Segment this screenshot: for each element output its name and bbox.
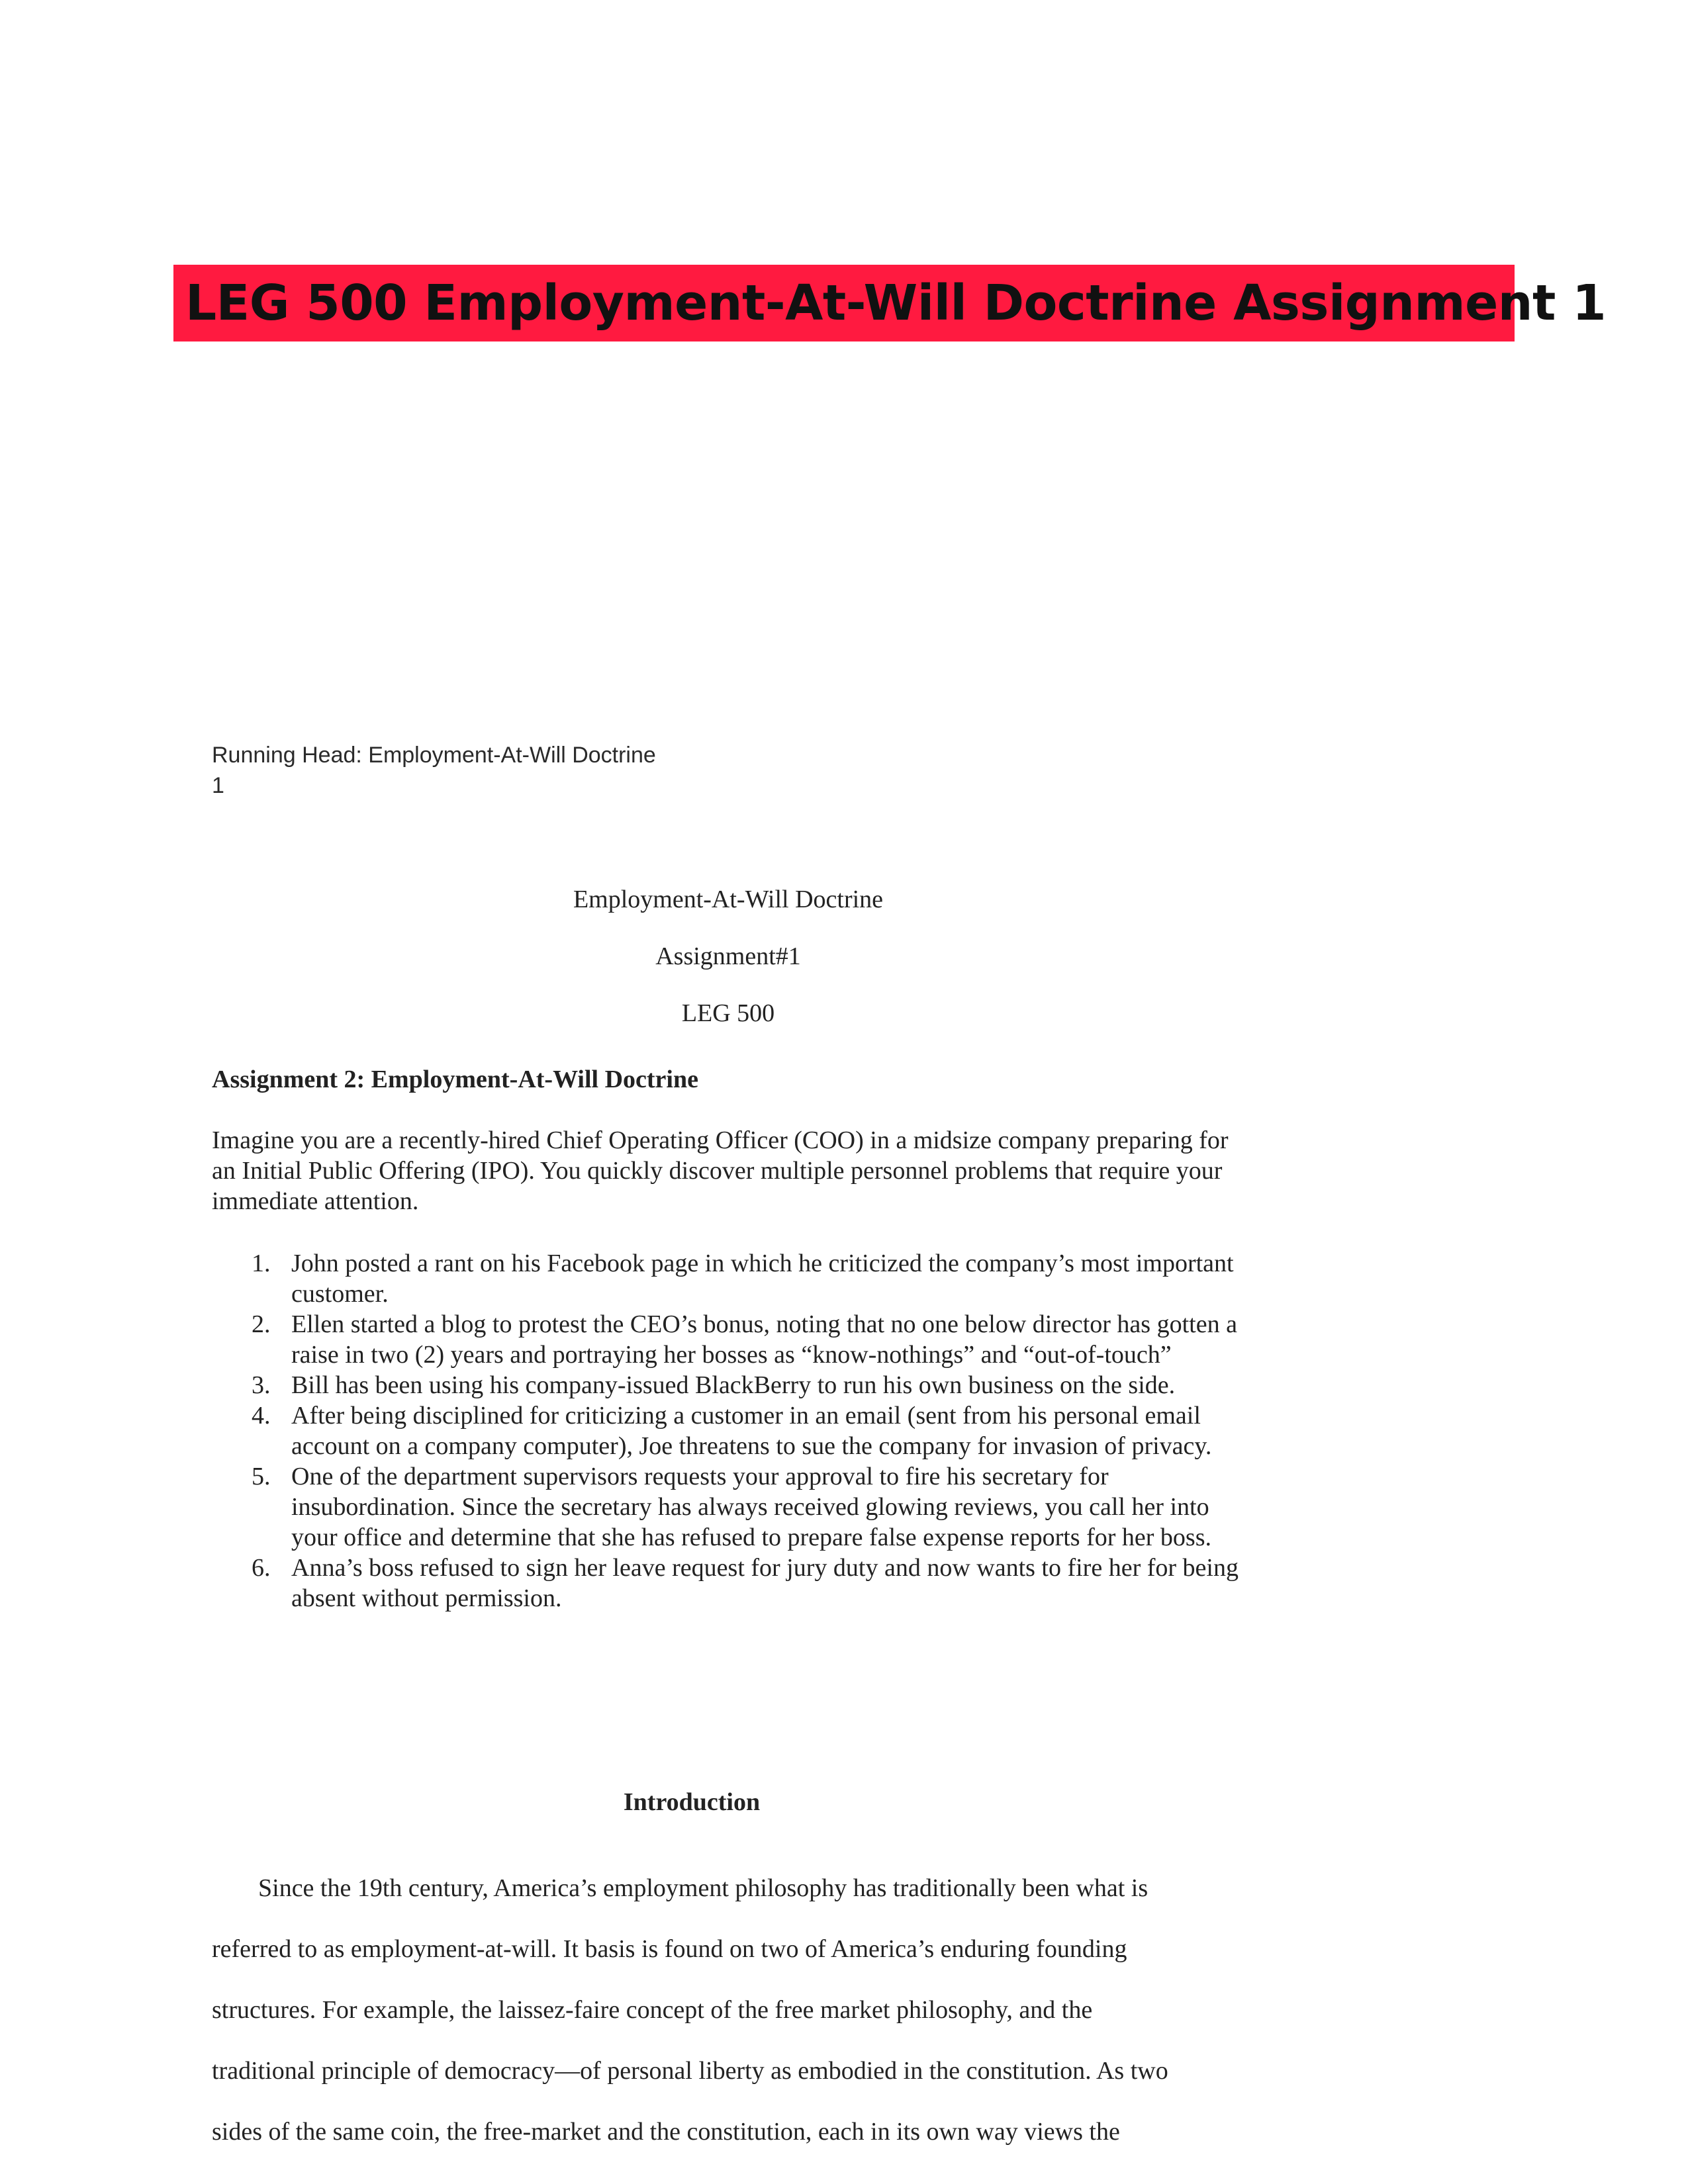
introduction-heading: Introduction	[623, 1788, 761, 1816]
list-item-text: Bill has been using his company-issued BlackBerry to run his own business on the side.	[291, 1371, 1176, 1399]
document-title-banner	[173, 265, 1607, 341]
list-item-number: 2.	[252, 1310, 271, 1338]
list-item	[212, 1309, 1258, 1370]
page-number: 1	[212, 773, 224, 798]
list-item-text: One of the department supervisors requests your approval to fire his secretary for insubordination. Since the secretary has always received glowing reviews, you call her into your office and determine that she has refused to prepare false expense reports for her boss.	[291, 1463, 1211, 1551]
list-item	[212, 1248, 1258, 1309]
running-head	[212, 740, 656, 801]
list-item-text: Ellen started a blog to protest the CEO’s bonus, noting that no one below director has gotten a raise in two (2) years and portraying her bosses as “know-nothings” and “out-of-touch”	[291, 1310, 1237, 1369]
list-item-number: 3.	[252, 1371, 271, 1399]
paragraph-line: traditional principle of democracy—of personal liberty as embodied in the constitution. As two	[212, 2057, 1168, 2085]
paper-title: Employment-At-Will Doctrine	[573, 886, 884, 913]
assignment-heading: Assignment 2: Employment-At-Will Doctrine	[212, 1066, 698, 1093]
paragraph-line: structures. For example, the laissez-faire concept of the free market philosophy, and the	[212, 1996, 1093, 2024]
list-item	[212, 1400, 1258, 1461]
list-item-number: 5.	[252, 1463, 271, 1490]
list-item	[212, 1461, 1258, 1553]
problem-list	[212, 1248, 1258, 1614]
list-item-number: 1.	[252, 1250, 271, 1277]
paragraph-line: referred to as employment-at-will. It basis is found on two of America’s enduring founding	[212, 1935, 1127, 1963]
course-code: LEG 500	[681, 999, 775, 1027]
list-item-text: After being disciplined for criticizing a customer in an email (sent from his personal email account on a company computer), Joe threatens to sue the company for invasion of privacy.	[291, 1402, 1212, 1460]
introduction-paragraph	[212, 1873, 1258, 2177]
list-item-text: Anna’s boss refused to sign her leave request for jury duty and now wants to fire her for being absent without permission.	[291, 1554, 1239, 1612]
running-head-label: Running Head: Employment-At-Will Doctrine	[212, 743, 656, 768]
paragraph-line: sides of the same coin, the free-market and the constitution, each in its own way views the	[212, 2118, 1120, 2146]
document-title: LEG 500 Employment-At-Will Doctrine Assignment 1	[185, 275, 1607, 332]
list-item	[212, 1370, 1258, 1400]
list-item	[212, 1553, 1258, 1614]
paragraph-line: Since the 19th century, America’s employment philosophy has traditionally been what is	[258, 1874, 1149, 1902]
assignment-number: Assignment#1	[655, 942, 801, 970]
list-item-number: 4.	[252, 1402, 271, 1430]
assignment-intro: Imagine you are a recently-hired Chief Operating Officer (COO) in a midsize company preparing for an Initial Public Offering (IPO). You quickly discover multiple personnel problems that require your immediate attention.	[212, 1126, 1229, 1215]
list-item-text: John posted a rant on his Facebook page in which he criticized the company’s most important customer.	[291, 1250, 1234, 1308]
list-item-number: 6.	[252, 1554, 271, 1582]
